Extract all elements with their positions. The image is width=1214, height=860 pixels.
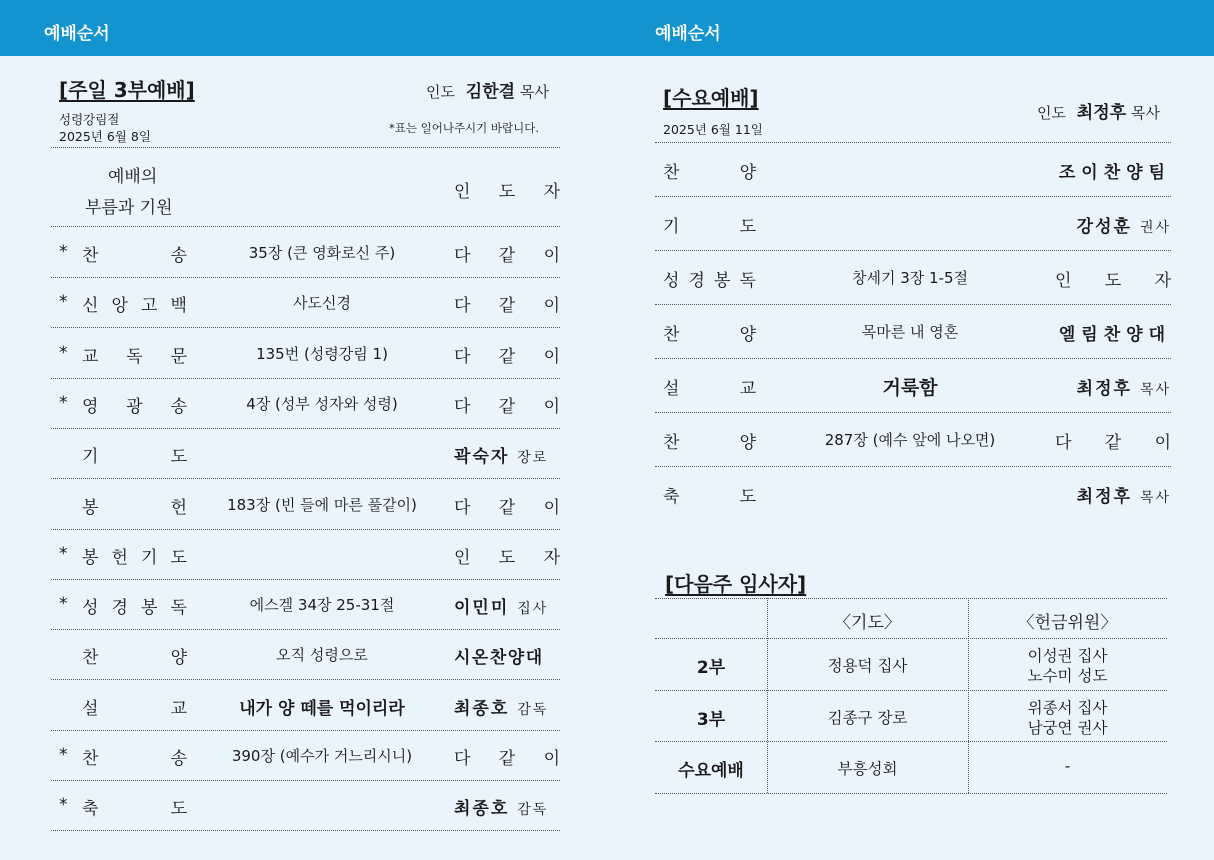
wednesday-title: [수요예배] [663,86,759,110]
order-person-all [454,493,560,518]
order-person-name: 시온찬양대 [454,648,544,669]
order-content: 내가 양 떼를 먹이리라 [239,698,405,719]
wed-order-person-all-char: 자 [1154,271,1171,291]
order-content: 에스겔 34장 25-31절 [249,596,395,615]
wed-order-person-all [1055,428,1171,453]
table-row-label: 수요예배 [678,761,744,781]
order-item-char: 축 [82,799,99,820]
order-person-all [454,392,560,417]
order-item-char: 성 [82,598,99,619]
required-mark: * [59,594,68,615]
table-line [655,741,1167,742]
divider [51,679,560,680]
wed-order-item-char: 찬 [663,325,680,345]
order-person-all-char: 다 [454,246,471,266]
order-item [82,794,187,819]
table-prayer: 정용덕 집사 [827,657,908,675]
order-person-all-char: 같 [498,296,516,317]
order-person-all-char: 다 [454,296,471,317]
wed-order-person-role: 목사 [1139,490,1171,506]
wed-order-item [663,212,756,237]
order-item-char: 독 [170,598,187,619]
divider [51,579,560,580]
wed-order-item-char: 성 [663,271,680,291]
order-item [82,291,187,316]
order-item [82,241,187,266]
wed-order-person-role: 권사 [1139,220,1171,236]
order-item-char: 고 [141,296,158,317]
wed-order-person-role: 목사 [1139,382,1171,398]
wed-order-person-all [1055,266,1171,291]
required-mark: * [59,392,68,413]
wed-order-person-all-char: 다 [1055,433,1072,453]
table-offering: - [1064,757,1071,775]
order-item-char: 교 [82,346,99,367]
divider [51,529,560,530]
table-line [655,793,1167,794]
header-bar [0,0,1214,56]
order-item-char: 찬 [82,246,99,266]
divider [655,196,1171,197]
wed-order-person-name: 엘림찬양대 [1058,325,1171,345]
order-item-char: 봉 [141,598,158,619]
divider [51,327,560,328]
table-header: 〈기도〉 [834,613,901,633]
wed-order-person [1059,320,1171,345]
divider [655,142,1171,143]
wed-order-content: 거룩함 [882,377,938,399]
order-person [454,291,560,316]
wednesday-date: 2025년 6월 11일 [663,122,763,137]
wed-order-item-char: 도 [739,487,756,507]
order-item-char: 백 [170,296,187,317]
order-item-char: 교 [170,698,187,719]
order-person-all-char: 같 [498,749,516,769]
order-person [454,392,560,417]
divider [655,412,1171,413]
order-content: 390장 (예수가 거느리시니) [231,747,413,765]
wed-order-item [663,266,756,291]
order-person [454,794,548,819]
order-person-all-char: 도 [498,547,516,568]
order-person [454,342,560,367]
order-item-char: 광 [126,396,143,417]
right-header-title: 예배순서 [655,24,721,44]
order-person-all-char: 인 [454,547,471,568]
divider [51,629,560,630]
order-content: 183장 (빈 들에 마른 풀같이) [227,495,417,514]
order-person-all [454,744,560,769]
wed-leader-line: 인도 최정후 목사 [1037,103,1160,123]
order-item-char: 신 [82,296,99,317]
wed-order-item-char: 찬 [663,433,680,453]
divider [655,304,1171,305]
order-item-char: 기 [82,447,99,468]
wed-order-item [663,158,756,183]
order-item-char: 헌 [170,497,187,518]
order-item [82,643,187,668]
wed-order-item-char: 독 [739,271,756,291]
order-content: 135번 (성령강림 1) [256,344,388,363]
order-person-all-char: 같 [498,246,516,266]
table-line [655,690,1167,691]
table-offering: 위종서 집사 [1027,698,1108,717]
order-person-all-char: 이 [543,346,560,367]
divider [51,478,560,479]
order-person-all-char: 같 [498,396,516,417]
divider [51,277,560,278]
divider [51,780,560,781]
order-person-name: 최종호 [454,698,510,719]
wed-order-item-char: 양 [739,325,756,345]
order-person-all-char: 같 [498,497,516,518]
order-person-all-char: 다 [454,346,471,367]
order-content: 사도신경 [293,294,351,313]
order-item [82,493,187,518]
divider [51,428,560,429]
wed-order-person-all-char: 같 [1104,433,1122,453]
order-person-all-char: 자 [543,547,560,568]
required-mark: * [59,292,68,313]
wed-order-item-char: 경 [688,271,705,291]
wed-order-content: 창세기 3장 1-5절 [851,269,969,287]
wed-order-person-name: 최정후 [1076,379,1132,399]
wed-order-item-char: 양 [739,433,756,453]
order-item-char: 찬 [82,648,99,669]
order-content: 4장 (성부 성자와 성령) [246,394,398,413]
order-person-all [454,543,560,568]
wed-order-item [663,482,756,507]
wed-order-item [663,428,756,453]
call-leader: 인 도 자 [454,182,560,202]
table-row-label: 2부 [696,658,726,678]
wed-order-item-char: 도 [739,217,756,237]
table-offering: 이성권 집사 [1027,647,1108,665]
wed-order-person [1055,266,1171,291]
order-item [82,392,187,417]
required-mark: * [59,795,68,816]
table-row-label: 3부 [696,709,726,730]
divider [51,830,560,831]
order-person [454,744,560,769]
required-mark: * [59,745,68,765]
order-person-role: 집사 [517,601,549,618]
order-item [82,543,187,568]
order-person-all-char: 다 [454,749,471,769]
wed-order-item [663,320,756,345]
order-item-char: 도 [170,547,187,568]
leader-prefix: 인도 [426,83,455,101]
order-person-all-char: 이 [543,749,560,769]
order-person-name: 곽숙자 [454,447,510,468]
order-item-char: 설 [82,698,99,719]
order-person [454,593,548,618]
order-item-char: 헌 [111,547,128,568]
order-person-role: 장로 [517,450,549,467]
divider [655,250,1171,251]
table-line [655,598,1167,599]
order-item [82,593,187,618]
order-person-name: 이민미 [454,598,510,619]
leader-line [426,77,549,102]
order-person-all-char: 이 [543,396,560,417]
table-prayer: 김종구 장로 [827,708,908,727]
required-mark: * [59,342,68,363]
order-person-all-char: 이 [543,296,560,317]
table-offering: 남궁연 권사 [1027,718,1108,737]
order-person-all-char: 이 [543,497,560,518]
divider [51,730,560,731]
order-item [82,442,187,467]
wed-order-person-name: 최정후 [1076,487,1132,507]
order-item-char: 봉 [82,497,99,518]
wed-order-item-char: 교 [739,379,756,399]
order-item-char: 봉 [82,547,99,568]
call-line-2: 부름과 기원 [85,198,173,218]
order-item-char: 송 [170,749,187,769]
order-item-char: 양 [170,648,187,669]
order-item-char: 영 [82,396,99,417]
order-person-all-char: 다 [454,497,471,518]
wed-order-person [1055,428,1171,453]
leader-role: 목사 [519,83,549,101]
order-item-char: 송 [170,396,187,417]
order-person [454,543,560,568]
leader-name: 김한결 [465,82,516,102]
wed-order-item-char: 양 [739,163,756,183]
order-person [454,442,548,467]
required-mark: * [59,242,68,262]
order-person [454,493,560,518]
wed-order-item [663,374,756,399]
order-item-char: 독 [126,346,143,367]
order-item-char: 도 [170,799,187,820]
divider [655,358,1171,359]
wed-order-item-char: 설 [663,379,680,399]
order-content: 35장 (큰 영화로신 주) [248,244,396,262]
service-date: 2025년 6월 8일 [59,129,151,144]
wed-order-content: 287장 (예수 앞에 나오면) [824,431,996,449]
order-item [82,342,187,367]
order-item [82,694,187,719]
divider [51,147,560,148]
order-item-char: 찬 [82,749,99,769]
order-content: 오직 성령으로 [276,646,368,665]
table-line [655,638,1167,639]
order-item [82,744,187,769]
call-line-1: 예배의 [108,167,158,187]
table-header: 〈헌금위원〉 [1017,613,1118,633]
order-item-char: 송 [170,246,187,266]
occasion: 성령강림절 [59,112,120,127]
wed-order-item-char: 찬 [663,163,680,183]
wed-order-person-name: 강성훈 [1076,217,1132,237]
wed-order-content: 목마른 내 영혼 [861,323,959,341]
wed-order-item-char: 봉 [714,271,731,291]
wed-order-person-name: 조이찬양팀 [1058,163,1171,183]
wed-order-person [1077,212,1171,237]
order-item-char: 문 [170,346,187,367]
order-item-char: 앙 [111,296,128,317]
order-item-char: 기 [141,547,158,568]
wed-order-person [1059,158,1171,183]
wed-order-person-all-char: 도 [1104,271,1122,291]
order-person-name: 최종호 [454,799,510,820]
next-week-title: [다음주 임사자] [665,572,807,596]
wed-order-person-all-char: 이 [1154,433,1171,453]
wed-order-person [1077,482,1171,507]
order-person [454,694,548,719]
order-person-role: 감독 [517,802,549,819]
required-mark: * [59,543,68,564]
table-offering: 노수미 성도 [1027,667,1108,685]
table-prayer: 부흥성회 [837,760,898,778]
order-person-all-char: 다 [454,396,471,417]
wed-order-person [1077,374,1171,399]
order-person-all [454,291,560,316]
order-person-all-char: 이 [543,246,560,266]
divider [655,466,1171,467]
service-title: [주일 3부예배] [59,78,195,102]
left-header-title: 예배순서 [44,24,110,44]
divider [51,226,560,227]
divider [51,378,560,379]
wed-order-person-all-char: 인 [1055,271,1072,291]
order-person [454,241,560,266]
order-person-all-char: 같 [498,346,516,367]
order-person [454,643,544,668]
order-person-role: 감독 [517,701,549,718]
order-item-char: 경 [111,598,128,619]
order-person-all [454,342,560,367]
wed-order-item-char: 축 [663,487,680,507]
order-person-all [454,241,560,266]
standing-note: *표는 일어나주시기 바랍니다. [389,121,540,135]
order-item-char: 도 [170,447,187,468]
wed-order-item-char: 기 [663,217,680,237]
